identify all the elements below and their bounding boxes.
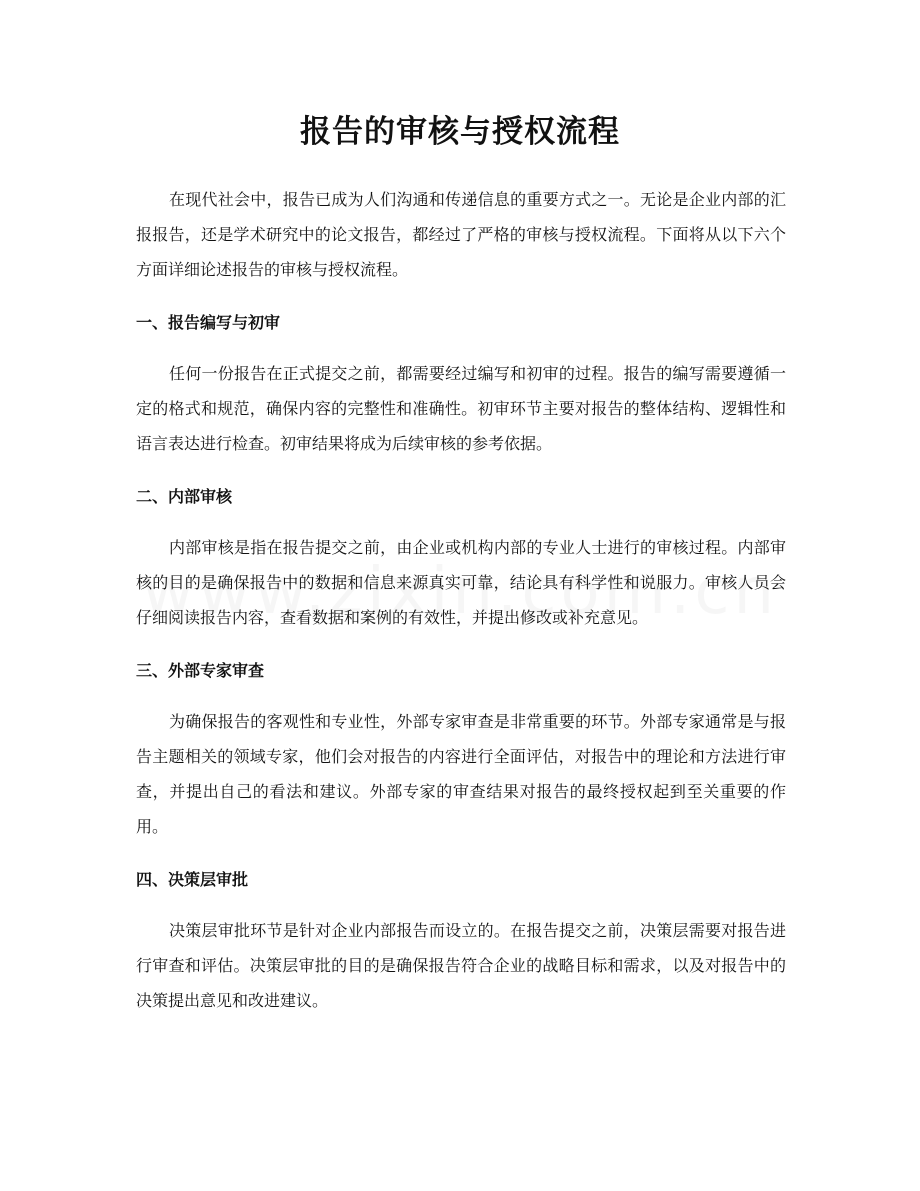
- page-title: 报告的审核与授权流程: [300, 114, 620, 150]
- section-body-2: 内部审核是指在报告提交之前，由企业或机构内部的专业人士进行的审核过程。内部审核的目的是确保报告中的数据和信息来源真实可靠，结论具有科学性和说服力。审核人员会仔细阅读报告内容，查看数据和案例的有效性，并提出修改或补充意见。: [136, 538, 786, 627]
- section-body-4: 决策层审批环节是针对企业内部报告而设立的。在报告提交之前，决策层需要对报告进行审查和评估。决策层审批的目的是确保报告符合企业的战略目标和需求，以及对报告中的决策提出意见和改进建议。: [136, 921, 786, 1010]
- section-heading-4: 四、决策层审批: [136, 870, 249, 889]
- intro-paragraph: 在现代社会中，报告已成为人们沟通和传递信息的重要方式之一。无论是企业内部的汇报报告，还是学术研究中的论文报告，都经过了严格的审核与授权流程。下面将从以下六个方面详细论述报告的审核与授权流程。: [136, 190, 786, 279]
- section-heading-3: 三、外部专家审查: [136, 661, 265, 680]
- section-body-1: 任何一份报告在正式提交之前，都需要经过编写和初审的过程。报告的编写需要遵循一定的格式和规范，确保内容的完整性和准确性。初审环节主要对报告的整体结构、逻辑性和语言表达进行检查。初审结果将成为后续审核的参考依据。: [136, 364, 786, 453]
- document-body: [136, 182, 786, 1018]
- section-body-3: 为确保报告的客观性和专业性，外部专家审查是非常重要的环节。外部专家通常是与报告主题相关的领域专家，他们会对报告的内容进行全面评估，对报告中的理论和方法进行审查，并提出自己的看法和建议。外部专家的审查结果对报告的最终授权起到至关重要的作用。: [136, 712, 786, 836]
- section-heading-1: 一、报告编写与初审: [136, 313, 281, 332]
- section-heading-2: 二、内部审核: [136, 487, 233, 506]
